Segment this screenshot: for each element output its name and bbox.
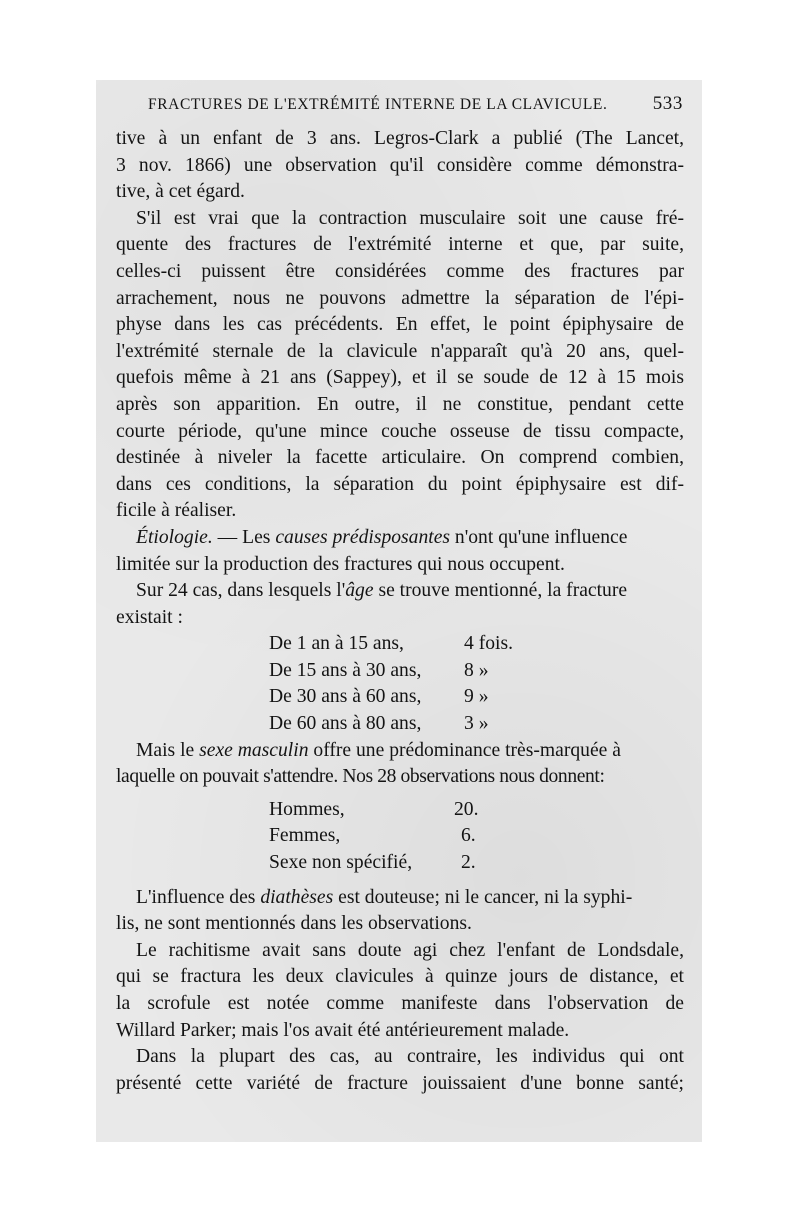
text-line: Dans la plupart des cas, au contraire, les individus qui ont xyxy=(136,1046,684,1068)
text-line: quefois même à 21 ans (Sappey), et il se soude de 12 à 15 mois xyxy=(116,367,684,389)
text-line: après son apparition. En outre, il ne constitue, pendant cette xyxy=(116,393,684,415)
text-line: la scrofule est notée comme manifeste dans l'observation de xyxy=(116,993,684,1014)
text-line: tive, à cet égard. xyxy=(116,181,245,203)
case-count: 8 » xyxy=(464,659,489,681)
case-count: 20. xyxy=(454,798,479,820)
text-line: Willard Parker; mais l'os avait été antérieurement malade. xyxy=(116,1019,570,1041)
text-line: présenté cette variété de fracture jouissaient d'une bonne santé; xyxy=(116,1072,684,1094)
table-row xyxy=(116,823,684,850)
age-range: De 1 an à 15 ans, xyxy=(269,633,404,655)
text-line: lis, ne sont mentionnés dans les observations. xyxy=(116,913,472,935)
text-line: Sur 24 cas, dans lesquels l'âge se trouve mentionné, la fracture xyxy=(136,580,628,602)
running-header xyxy=(148,93,683,120)
age-range: De 60 ans à 80 ans, xyxy=(269,713,422,735)
table-row xyxy=(116,658,684,685)
text-line: dans ces conditions, la séparation du point épiphysaire est dif- xyxy=(116,473,684,495)
text-line: L'influence des diathèses est douteuse; ni le cancer, ni la syphi- xyxy=(136,886,633,908)
case-count: 3 » xyxy=(464,713,489,735)
sex-label: Femmes, xyxy=(269,825,341,847)
text-line: ficile à réaliser. xyxy=(116,500,237,522)
text-line: destinée à niveler la facette articulaire. On comprend combien, xyxy=(116,447,684,469)
text-line: l'extrémité sternale de la clavicule n'apparaît qu'à 20 ans, quel- xyxy=(116,340,684,362)
page-body xyxy=(116,126,684,1097)
text-line: S'il est vrai que la contraction musculaire soit une cause fré- xyxy=(136,207,684,229)
case-count: 6. xyxy=(461,825,476,847)
age-range: De 15 ans à 30 ans, xyxy=(269,659,422,681)
text-line: existait : xyxy=(116,606,183,628)
table-row xyxy=(116,797,684,824)
case-count: 4 fois. xyxy=(464,633,513,655)
case-count: 2. xyxy=(461,852,476,874)
table-row xyxy=(116,684,684,711)
table-row xyxy=(116,850,684,877)
text-line: Étiologie. — Les causes prédisposantes n'ont qu'une influence xyxy=(136,526,628,548)
text-line: celles-ci puissent être considérées comme des fractures par xyxy=(116,260,684,282)
age-range: De 30 ans à 60 ans, xyxy=(269,686,422,708)
sex-label: Hommes, xyxy=(269,798,345,820)
text-line: Le rachitisme avait sans doute agi chez l'enfant de Londsdale, xyxy=(136,939,684,961)
text-line: laquelle on pouvait s'attendre. Nos 28 observations nous donnent: xyxy=(116,766,605,788)
table-row xyxy=(116,711,684,738)
sex-label: Sexe non spécifié, xyxy=(269,852,413,874)
text-line: 3 nov. 1866) une observation qu'il considère comme démonstra- xyxy=(116,154,684,176)
section-heading: Étiologie. xyxy=(136,526,213,548)
text-line: physe dans les cas précédents. En effet, le point épiphysaire de xyxy=(116,314,684,336)
case-count: 9 » xyxy=(464,686,489,708)
text-line: arrachement, nous ne pouvons admettre la séparation de l'épi- xyxy=(116,287,684,309)
text-line: Mais le sexe masculin offre une prédominance très-marquée à xyxy=(136,739,621,761)
table-row xyxy=(116,631,684,658)
text-line: quente des fractures de l'extrémité interne et que, par suite, xyxy=(116,234,684,256)
running-title: FRACTURES DE L'EXTRÉMITÉ INTERNE DE LA CLAVICULE. xyxy=(148,96,608,113)
text-line: limitée sur la production des fractures qui nous occupent. xyxy=(116,553,565,575)
sex-table xyxy=(116,791,684,877)
text-line: courte période, qu'une mince couche osseuse de tissu compacte, xyxy=(116,420,684,442)
text-line: qui se fractura les deux clavicules à quinze jours de distance, et xyxy=(116,966,684,988)
age-table xyxy=(116,631,684,737)
text-line: tive à un enfant de 3 ans. Legros-Clark a publié (The Lancet, xyxy=(116,128,684,149)
page-number: 533 xyxy=(652,93,683,114)
